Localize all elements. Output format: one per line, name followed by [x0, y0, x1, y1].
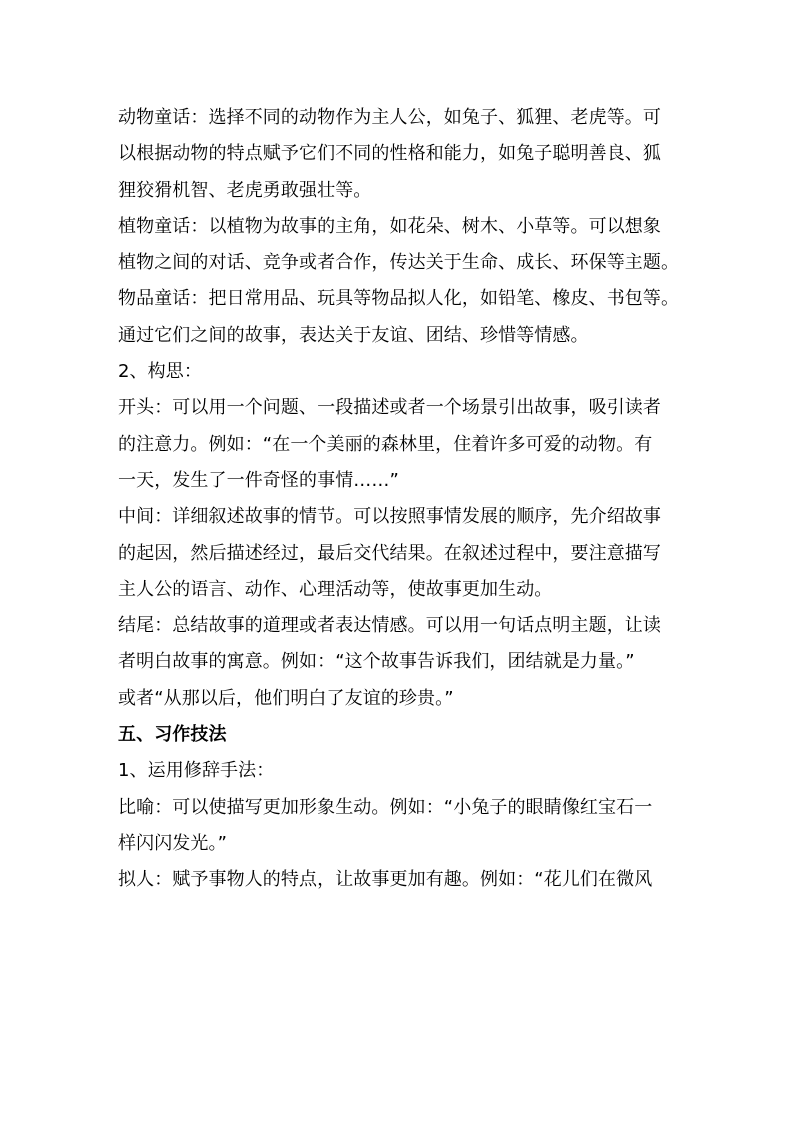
paragraph-line: 开头：可以用一个问题、一段描述或者一个场景引出故事，吸引读者 — [118, 397, 661, 419]
paragraph-line: 主人公的语言、动作、心理活动等，使故事更加生动。 — [118, 578, 553, 600]
paragraph-line: 或者“从那以后，他们明白了友谊的珍贵。” — [118, 687, 454, 709]
paragraph-line: 结尾：总结故事的道理或者表达情感。可以用一句话点明主题，让读 — [118, 615, 661, 637]
paragraph-line: 植物童话：以植物为故事的主角，如花朵、树木、小草等。可以想象 — [118, 215, 661, 237]
paragraph-line: 通过它们之间的故事，表达关于友谊、团结、珍惜等情感。 — [118, 324, 589, 346]
paragraph-line: 的起因，然后描述经过，最后交代结果。在叙述过程中，要注意描写 — [118, 542, 661, 564]
paragraph-line: 动物童话：选择不同的动物作为主人公，如兔子、狐狸、老虎等。可 — [118, 107, 661, 128]
paragraph-line: 狸狡猾机智、老虎勇敢强壮等。 — [118, 179, 372, 201]
paragraph-line: 拟人：赋予事物人的特点，让故事更加有趣。例如：“花儿们在微风 — [118, 869, 653, 891]
paragraph-line: 的注意力。例如：“在一个美丽的森林里，住着许多可爱的动物。有 — [118, 433, 653, 455]
paragraph-line: 物品童话：把日常用品、玩具等物品拟人化，如铅笔、橡皮、书包等。 — [118, 288, 680, 310]
paragraph-line: 中间：详细叙述故事的情节。可以按照事情发展的顺序，先介绍故事 — [118, 506, 661, 528]
paragraph-line: 者明白故事的寓意。例如：“这个故事告诉我们，团结就是力量。” — [118, 651, 635, 673]
paragraph-line: 一天，发生了一件奇怪的事情……” — [118, 469, 399, 491]
document-body — [118, 100, 684, 899]
paragraph-line: 比喻：可以使描写更加形象生动。例如：“小兔子的眼睛像红宝石一 — [118, 796, 653, 818]
section-heading: 五、习作技法 — [118, 724, 227, 746]
subheading-line: 2、构思： — [118, 361, 202, 383]
paragraph-line: 以根据动物的特点赋予它们不同的性格和能力，如兔子聪明善良、狐 — [118, 143, 661, 165]
paragraph-line: 植物之间的对话、竞争或者合作，传达关于生命、成长、环保等主题。 — [118, 252, 680, 274]
paragraph-line: 样闪闪发光。” — [118, 832, 228, 854]
subheading-line: 1、运用修辞手法： — [118, 760, 275, 782]
